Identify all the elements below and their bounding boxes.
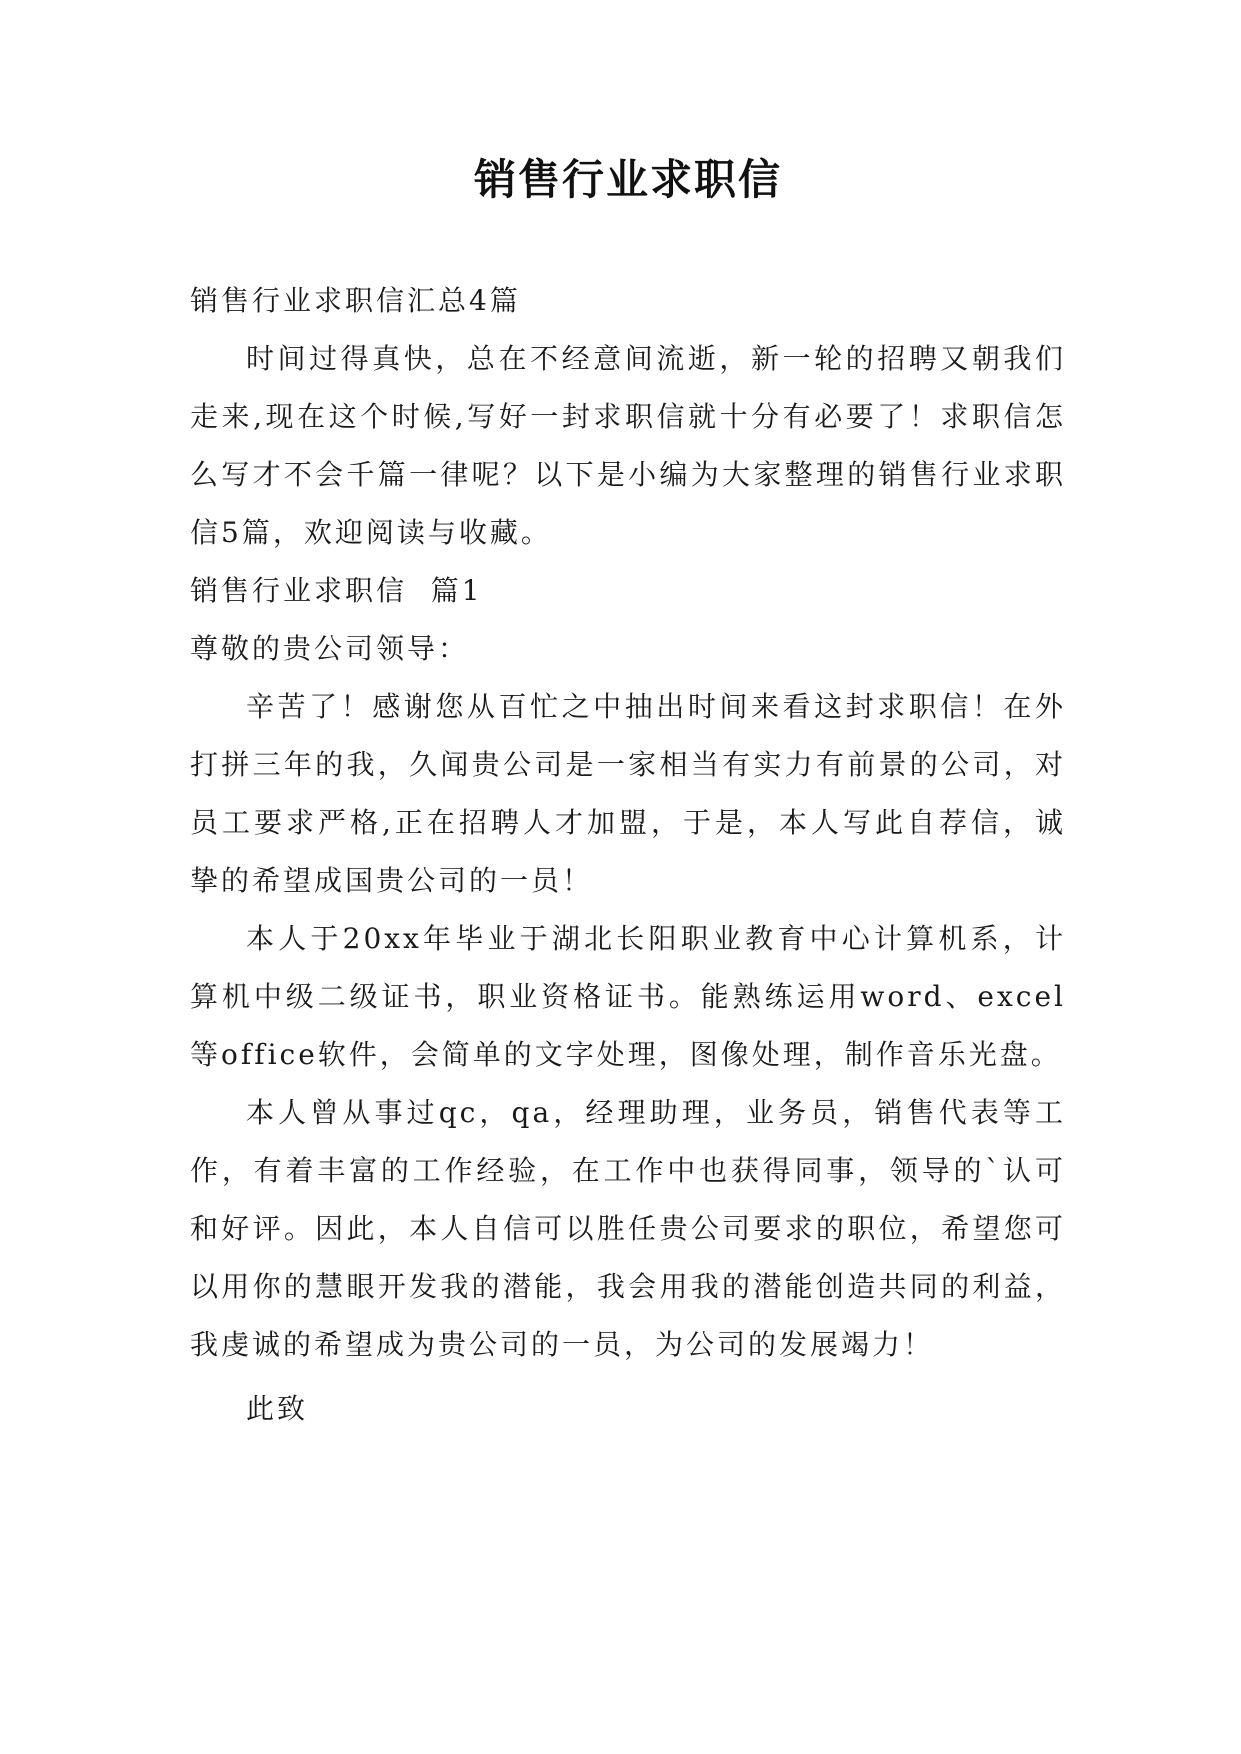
section-heading: 销售行业求职信 篇1 [190,574,483,607]
salutation: 尊敬的贵公司领导： [190,632,470,665]
body-paragraph: 本人于20xx年毕业于湖北长阳职业教育中心计算机系，计算机中级二级证书，职业资格证书。能熟练运用word、excel等office软件，会简单的文字处理，图像处理，制作音乐光盘。 [190,922,1066,1071]
closing: 此致 [246,1392,309,1425]
document-subtitle: 销售行业求职信汇总4篇 [190,284,521,317]
document-title: 销售行业求职信 [473,155,782,204]
body-paragraph: 辛苦了！感谢您从百忙之中抽出时间来看这封求职信！在外打拼三年的我，久闻贵公司是一家相当有实力有前景的公司，对员工要求严格,正在招聘人才加盟，于是，本人写此自荐信，诚挚的希望成国贵公司的一员！ [190,690,1066,897]
body-paragraph: 本人曾从事过qc，qa，经理助理，业务员，销售代表等工作，有着丰富的工作经验，在工作中也获得同事，领导的`认可和好评。因此，本人自信可以胜任贵公司要求的职位，希望您可以用你的慧眼开发我的潜能，我会用我的潜能创造共同的利益，我虔诚的希望成为贵公司的一员，为公司的发展竭力！ [190,1096,1066,1361]
intro-paragraph: 时间过得真快，总在不经意间流逝，新一轮的招聘又朝我们走来,现在这个时候,写好一封求职信就十分有必要了！求职信怎么写才不会千篇一律呢？以下是小编为大家整理的销售行业求职信5篇，欢迎阅读与收藏。 [190,342,1066,549]
